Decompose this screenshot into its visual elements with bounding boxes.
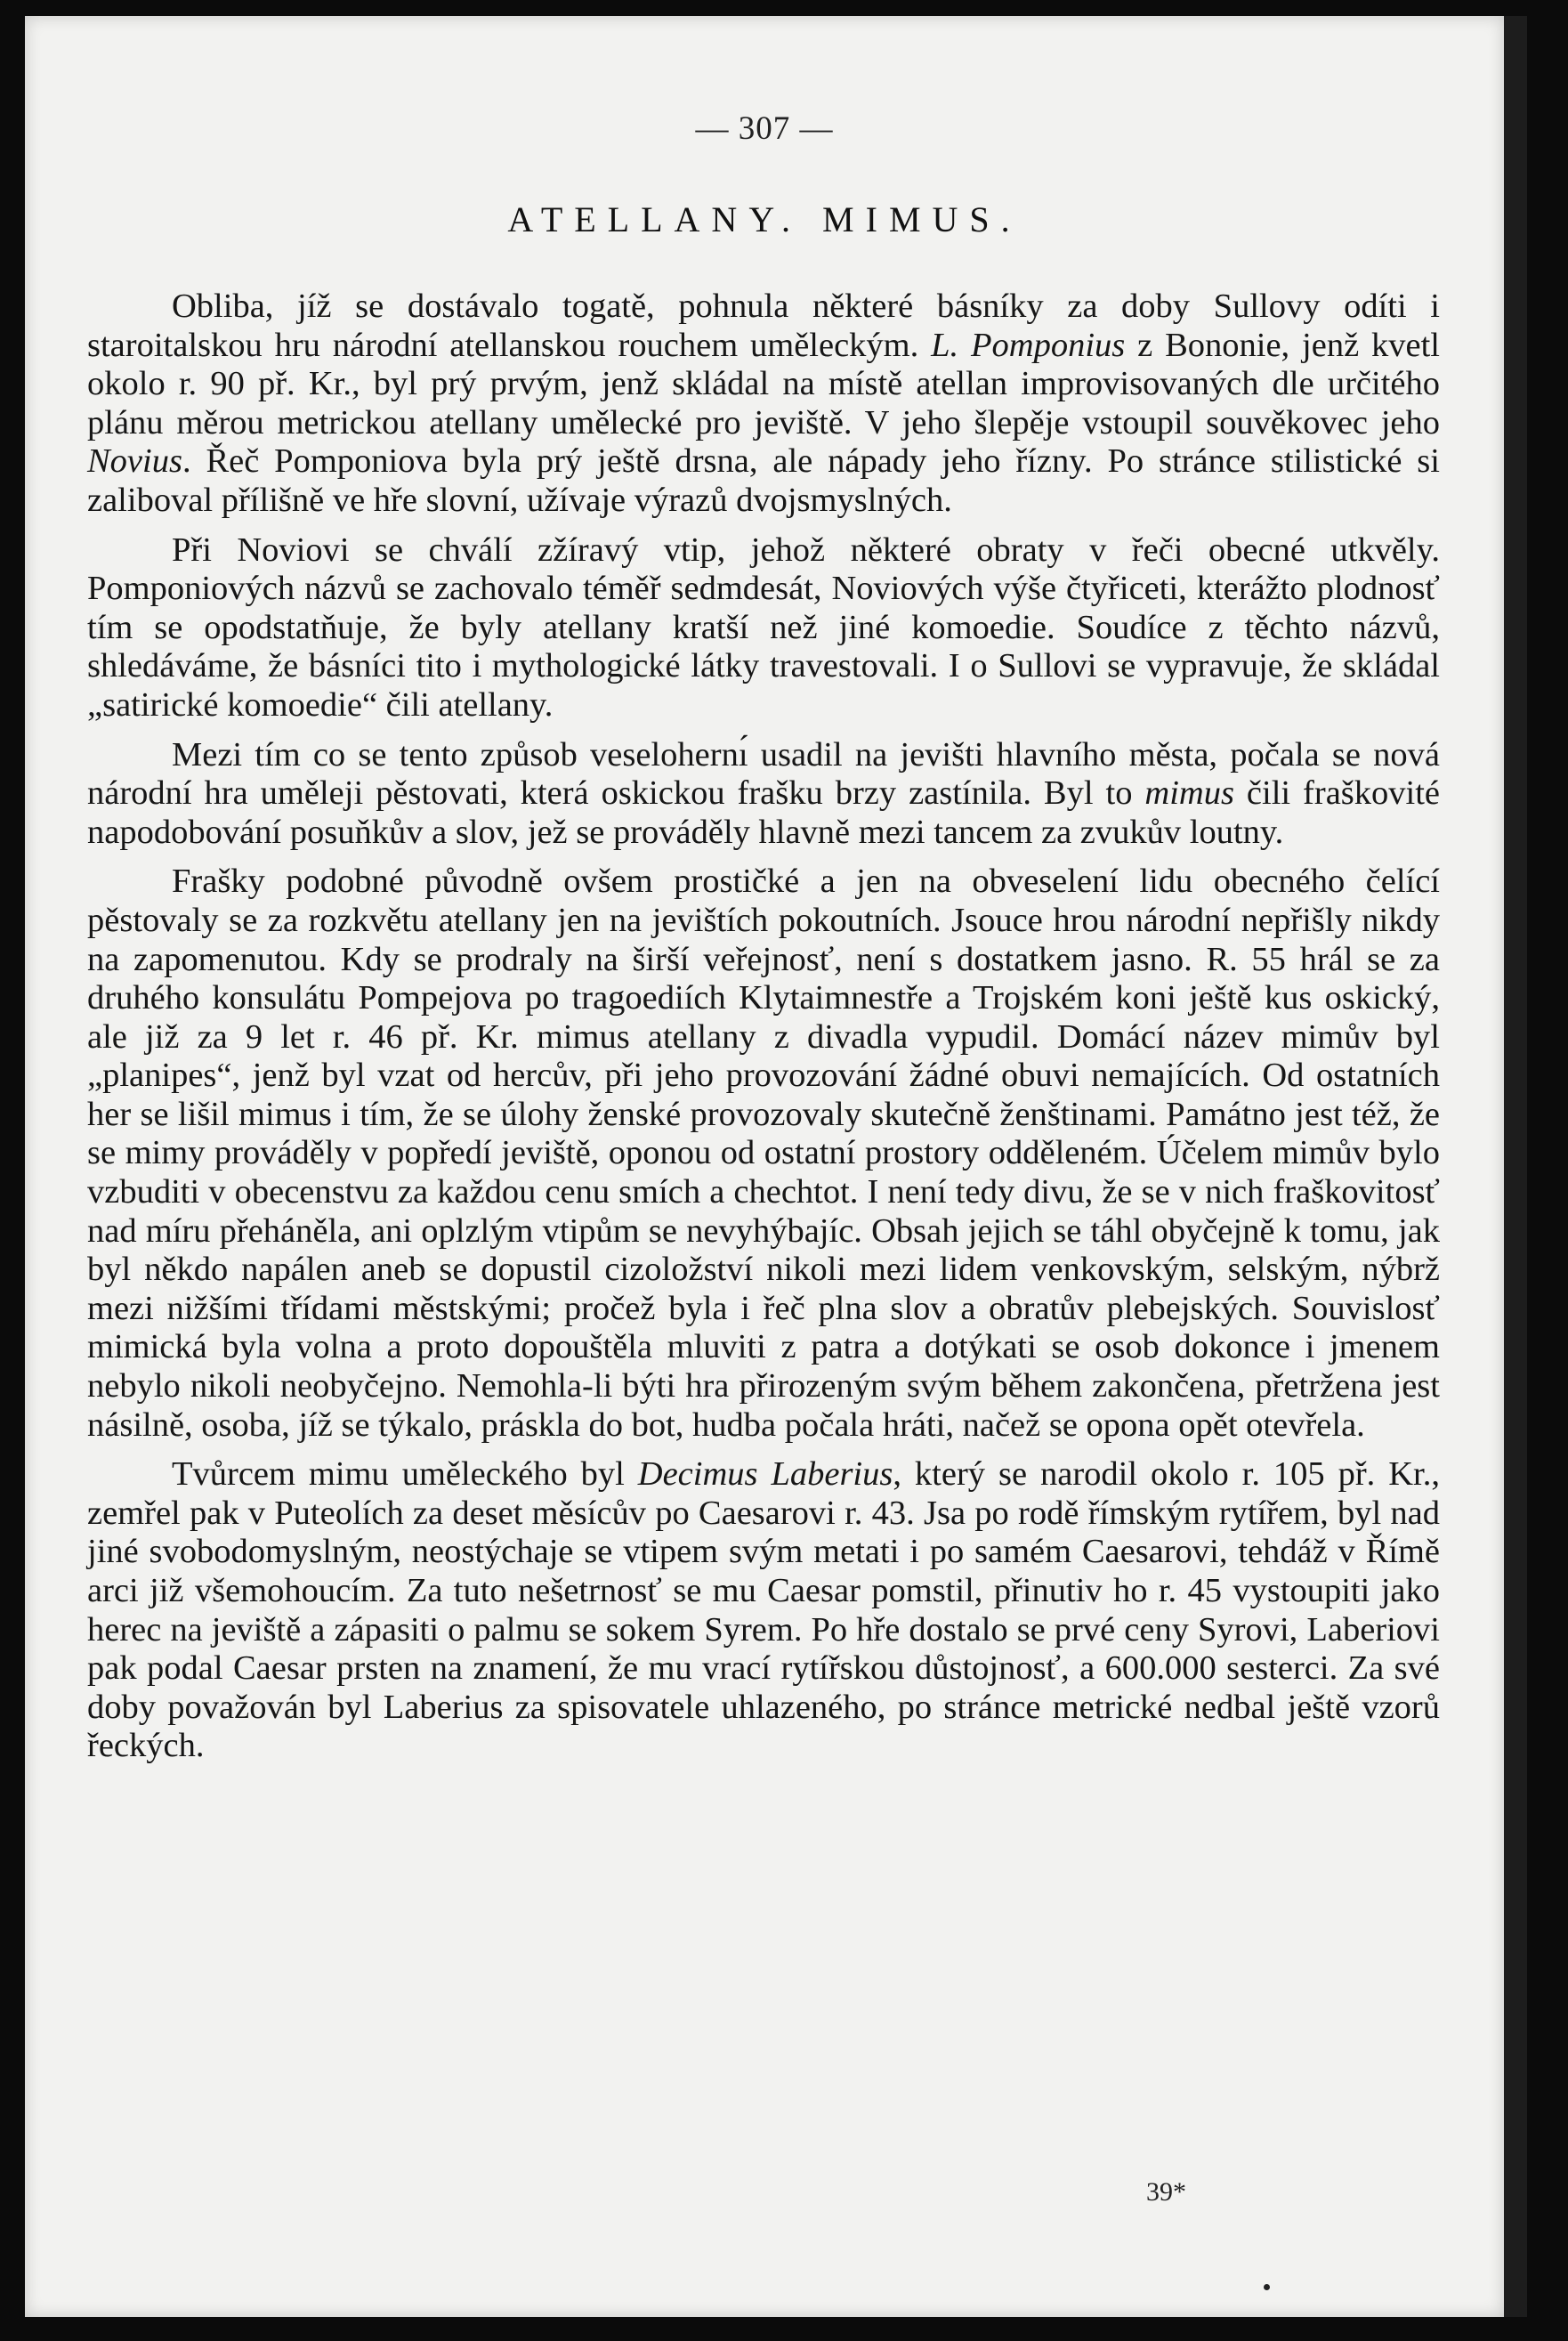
- term-mimus: mimus: [1144, 774, 1234, 813]
- book-page: [25, 16, 1504, 2317]
- paragraph-2: Při Noviovi se chválí zžíravý vtip, jehož některé obraty v řeči obecné utkvěly. Pomponiových názvů se zachovalo téměř sedmdesát, Noviových výše čtyřiceti, kterážto plodnosť tím se opodstatňuje, že byly atellany kratší než jiné komoedie. Soudíce z těchto názvů, shledáváme, že básníci tito i mythologické látky travestovali. I o Sullovi se vypravuje, že skládal „satirické komoedie“ čili atellany.: [87, 531, 1440, 724]
- paragraph-3: Mezi tím co se tento způsob veselohernı́ usadil na jevišti hlavního města, počala se nová národní hra uměleji pěstovati, která oskickou frašku brzy zastínila. Byl to mimus čili fraškovité napodobování posuňkův a slov, jež se prováděly hlavně mezi tancem za zvukův loutny.: [87, 735, 1440, 851]
- print-dot: [1264, 2284, 1270, 2290]
- page-number: — 307 —: [695, 110, 834, 147]
- page-text: [87, 288, 1440, 1777]
- author-name-laberius: Decimus Laberius: [637, 1455, 893, 1494]
- author-name-pomponius: L. Pomponius: [931, 326, 1126, 364]
- chapter-title: ATELLANY. MIMUS.: [507, 199, 1022, 239]
- paragraph-4: Frašky podobné původně ovšem prostičké a jen na obveselení lidu obecného čelící pěstovaly se za rozkvětu atellany jen na jevištích pokoutních. Jsouce hrou národní nepřišly nikdy na zapomenutou. Kdy se prodraly na širší veřejnosť, není s dostatkem jasno. R. 55 hrál se za druhého konsulátu Pompejova po tragoediích Klytaimnestře a Trojském koni ještě kus oskický, ale již za 9 let r. 46 př. Kr. mimus atellany z divadla vypudil. Domácí název mimův byl „planipes“, jenž byl vzat od hercův, při jeho provozování žádné obuvi nemajících. Od ostatních her se lišil mimus i tím, že se úlohy ženské provozovaly skutečně ženštinami. Památno jest též, že se mimy prováděly v popředí jeviště, oponou od ostatní prostory odděleném. Účelem mimův bylo vzbuditi v obecenstvu za každou cenu smích a chechtot. I není tedy divu, že se v nich fraškovitosť nad míru přeháněla, ani oplzlým vtipům se nevyhýbajíc. Obsah jejich se táhl obyčejně k tomu, jak byl někdo napálen aneb se dopustil cizoložství nikoli mezi lidem venkovským, selským, nýbrž mezi nižšími třídami městskými; pročež byla i řeč plna slov a obratův plebejských. Souvislosť mimická byla volna a proto dopouštěla mluviti z patra a dotýkati se osob dokonce i jmenem nebylo nikoli neobyčejno. Nemohla-li býti hra přirozeným svým během zakončena, přetržena jest násilně, osoba, jíž se týkalo, práskla do bot, hudba počala hráti, načež se opona opět otevřela.: [87, 863, 1440, 1444]
- author-name-novius: Novius: [87, 442, 182, 481]
- signature-mark: 39*: [1146, 2177, 1186, 2207]
- page-edge-shadow: [1504, 16, 1527, 2317]
- paragraph-1: Obliba, jíž se dostávalo togatě, pohnula některé básníky za doby Sullovy odíti i staroitalskou hru národní atellanskou rouchem uměleckým. L. Pomponius z Bononie, jenž kvetl okolo r. 90 př. Kr., byl prý prvým, jenž skládal na místě atellan improvisovaných dle určitého plánu měrou metrickou atellany umělecké pro jeviště. V jeho šlepěje vstoupil souvěkovec jeho Novius. Řeč Pomponiova byla prý ještě drsna, ale nápady jeho řízny. Po stránce stilistické si zaliboval přílišně ve hře slovní, užívaje výrazů dvojsmyslných.: [87, 288, 1440, 519]
- paragraph-5: Tvůrcem mimu uměleckého byl Decimus Laberius, který se narodil okolo r. 105 př. Kr., zemřel pak v Puteolích za deset měsícův po Caesarovi r. 43. Jsa po rodě římským rytířem, byl nad jiné svobodomyslným, neostýchaje se vtipem svým metati i po samém Caesarovi, tehdáž v Římě arci již všemohoucím. Za tuto nešetrnosť se mu Caesar pomstil, přinutiv ho r. 45 vystoupiti jako herec na jeviště a zápasiti o palmu se sokem Syrem. Po hře dostalo se prvé ceny Syrovi, Laberiovi pak podal Caesar prsten na znamení, že mu vrací rytířskou důstojnosť, a 600.000 sesterci. Za své doby považován byl Laberius za spisovatele uhlazeného, po stránce metrické nedbal ještě vzorů řeckých.: [87, 1455, 1440, 1765]
